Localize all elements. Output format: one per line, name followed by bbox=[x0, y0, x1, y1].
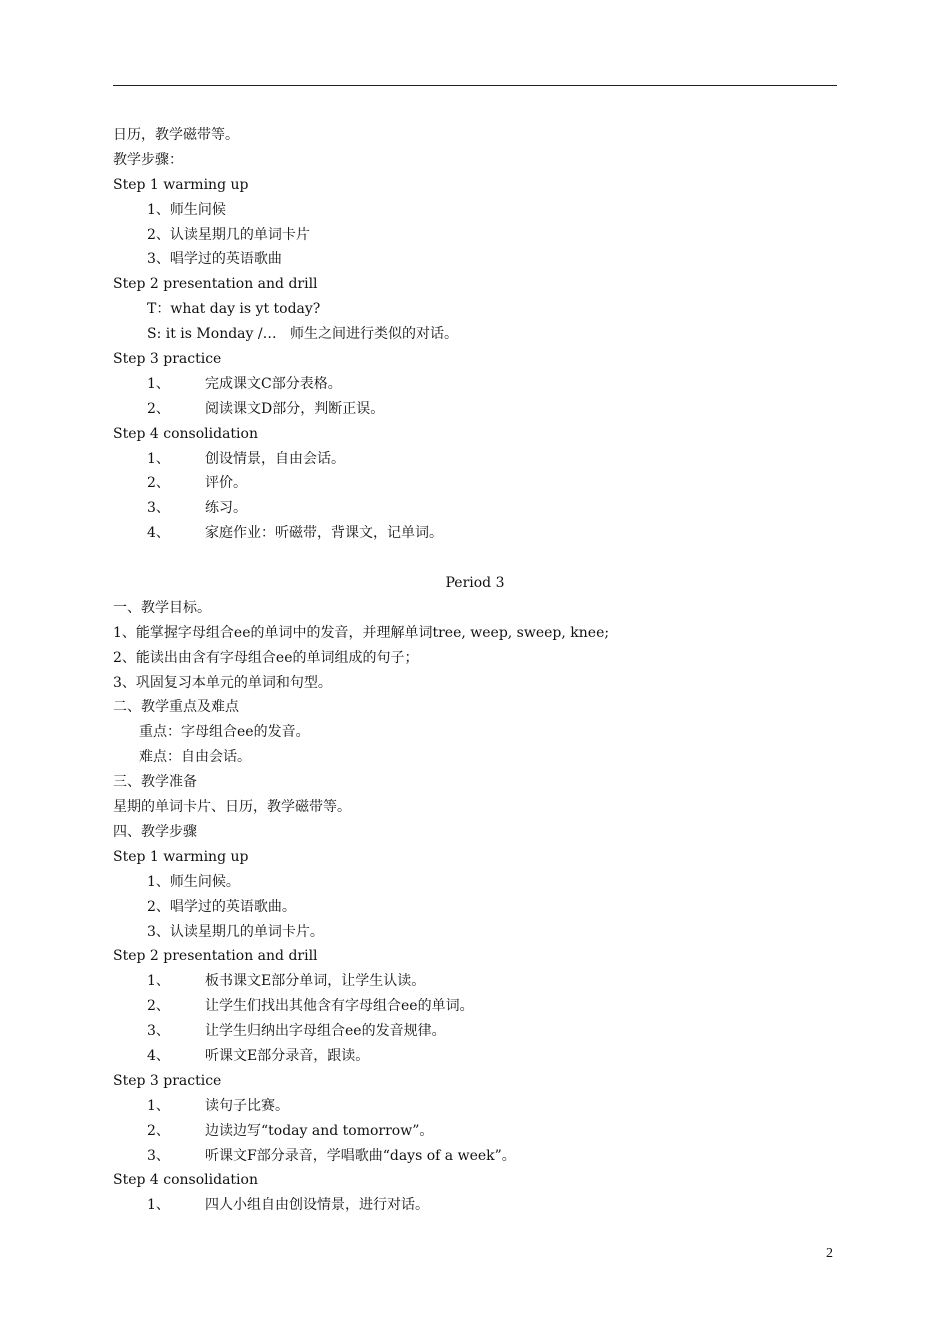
step-item bbox=[113, 471, 837, 496]
page-number: 2 bbox=[826, 1246, 833, 1261]
item-number: 1、 bbox=[147, 375, 170, 392]
step-item bbox=[113, 372, 837, 397]
step-title: Step 4 consolidation bbox=[113, 1172, 258, 1189]
item-text: 练习。 bbox=[205, 500, 247, 517]
step-title: Step 2 presentation and drill bbox=[113, 948, 318, 965]
item-text: 完成课文C部分表格。 bbox=[205, 375, 342, 392]
objective-item: 3、巩固复习本单元的单词和句型。 bbox=[113, 674, 332, 691]
prep-text: 星期的单词卡片、日历，教学磁带等。 bbox=[113, 799, 351, 816]
item-number: 3、 bbox=[147, 500, 170, 517]
item-number: 4、 bbox=[147, 525, 170, 542]
item-number: 1、 bbox=[147, 450, 170, 467]
step-title: Step 3 practice bbox=[113, 1072, 222, 1089]
steps-heading: 教学步骤： bbox=[113, 151, 183, 168]
section-heading: 一、教学目标。 bbox=[113, 599, 211, 616]
item-number: 1、 bbox=[147, 1097, 170, 1114]
item-number: 2、 bbox=[147, 400, 170, 417]
step-item bbox=[113, 1044, 837, 1069]
item-text: 听课文F部分录音，学唱歌曲“days of a week”。 bbox=[205, 1147, 516, 1164]
item-text: 评价。 bbox=[205, 475, 247, 492]
step-item bbox=[113, 1144, 837, 1169]
step-title: Step 3 practice bbox=[113, 351, 222, 368]
item-text: 创设情景，自由会话。 bbox=[205, 450, 345, 467]
difficulty-text: 难点：自由会话。 bbox=[139, 749, 251, 766]
step-item bbox=[113, 994, 837, 1019]
section-heading: 三、教学准备 bbox=[113, 774, 197, 791]
header-rule bbox=[113, 85, 837, 86]
item-text: 阅读课文D部分，判断正误。 bbox=[205, 400, 385, 417]
item-text: 读句子比赛。 bbox=[205, 1097, 289, 1114]
step-item bbox=[113, 397, 837, 422]
item-number: 2、 bbox=[147, 1122, 170, 1139]
step-title: Step 1 warming up bbox=[113, 176, 249, 193]
step-item bbox=[113, 496, 837, 521]
step-item bbox=[113, 521, 837, 546]
step-item bbox=[113, 1119, 837, 1144]
step-item: 3、认读星期几的单词卡片。 bbox=[147, 923, 324, 940]
step-title: Step 1 warming up bbox=[113, 848, 249, 865]
item-text: 四人小组自由创设情景，进行对话。 bbox=[205, 1197, 429, 1214]
item-number: 2、 bbox=[147, 475, 170, 492]
item-number: 3、 bbox=[147, 1023, 170, 1040]
step-item bbox=[113, 1094, 837, 1119]
dialogue-line: T：what day is yt today? bbox=[147, 301, 321, 318]
step-item: 2、唱学过的英语歌曲。 bbox=[147, 898, 296, 915]
step-title: Step 4 consolidation bbox=[113, 425, 258, 442]
item-text: 边读边写“today and tomorrow”。 bbox=[205, 1122, 434, 1139]
item-number: 3、 bbox=[147, 1147, 170, 1164]
item-number: 4、 bbox=[147, 1047, 170, 1064]
focus-text: 重点：字母组合ee的发音。 bbox=[139, 724, 310, 741]
item-text: 让学生归纳出字母组合ee的发音规律。 bbox=[205, 1023, 446, 1040]
item-text: 家庭作业：听磁带，背课文，记单词。 bbox=[205, 525, 443, 542]
step-item bbox=[113, 1193, 837, 1218]
item-number: 1、 bbox=[147, 1197, 170, 1214]
document-body bbox=[113, 123, 837, 1218]
step-item bbox=[113, 447, 837, 472]
item-text: 听课文E部分录音，跟读。 bbox=[205, 1047, 370, 1064]
step-item: 3、唱学过的英语歌曲 bbox=[147, 251, 282, 268]
objective-item: 1、能掌握字母组合ee的单词中的发音，并理解单词tree, weep, sweep, knee; bbox=[113, 624, 610, 641]
objective-item: 2、能读出由含有字母组合ee的单词组成的句子； bbox=[113, 649, 419, 666]
step-item: 1、师生问候。 bbox=[147, 873, 240, 890]
spacer bbox=[113, 546, 837, 571]
step-item: 1、师生问候 bbox=[147, 201, 226, 218]
item-number: 2、 bbox=[147, 998, 170, 1015]
section-heading: 二、教学重点及难点 bbox=[113, 699, 239, 716]
step-item: 2、认读星期几的单词卡片 bbox=[147, 226, 310, 243]
step-item bbox=[113, 969, 837, 994]
section-heading: 四、教学步骤 bbox=[113, 823, 197, 840]
item-number: 1、 bbox=[147, 973, 170, 990]
step-item bbox=[113, 1019, 837, 1044]
item-text: 板书课文E部分单词，让学生认读。 bbox=[205, 973, 426, 990]
materials-text: 日历，教学磁带等。 bbox=[113, 127, 239, 143]
dialogue-line: S: it is Monday /… 师生之间进行类似的对话。 bbox=[147, 326, 458, 343]
step-title: Step 2 presentation and drill bbox=[113, 276, 318, 293]
item-text: 让学生们找出其他含有字母组合ee的单词。 bbox=[205, 998, 474, 1015]
period-title: Period 3 bbox=[445, 575, 505, 592]
